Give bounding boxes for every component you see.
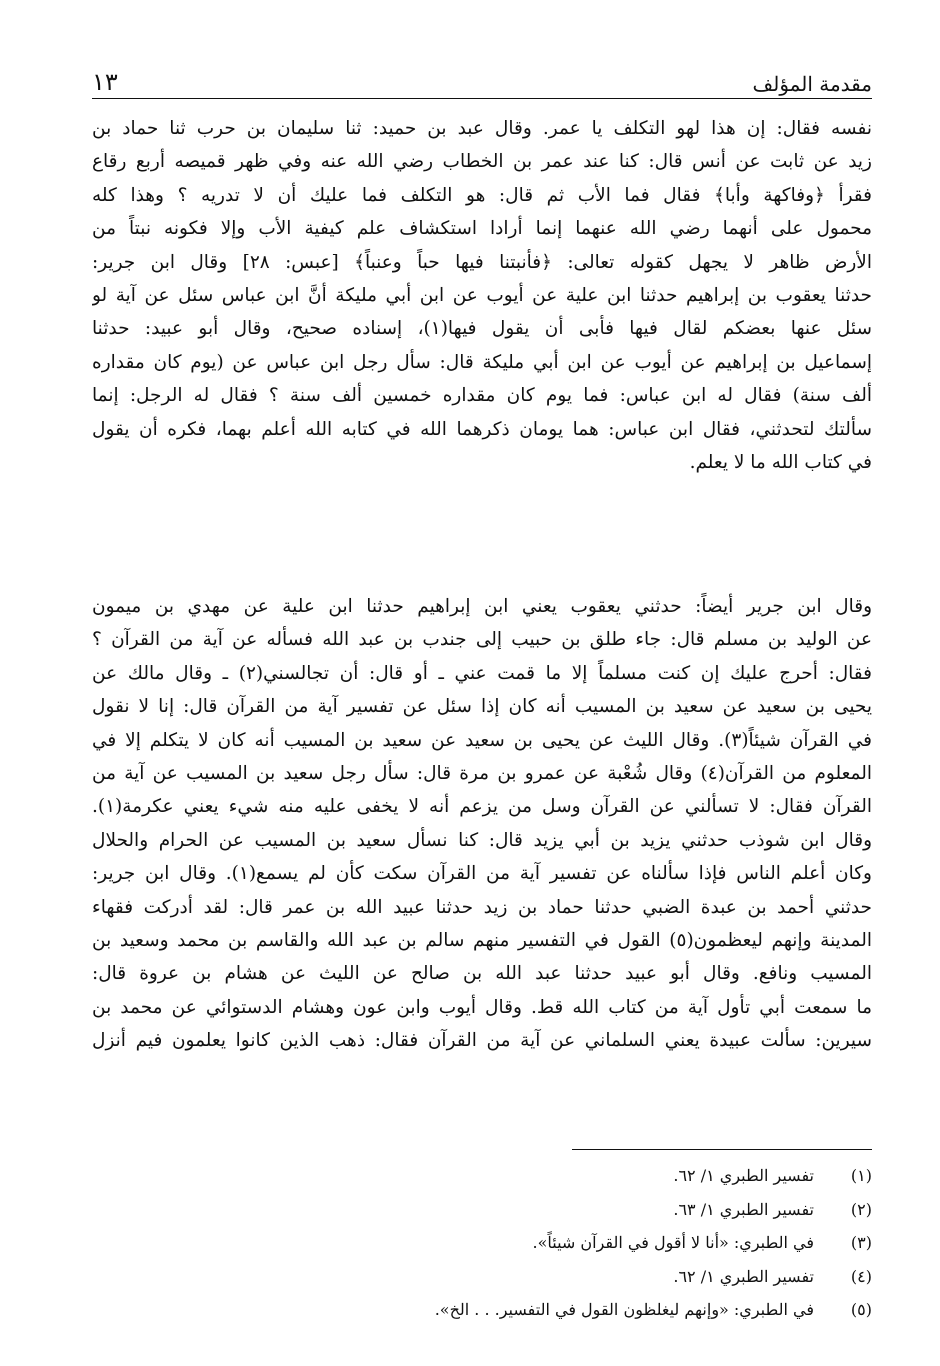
text-line: في كتاب الله ما لا يعلم. [689, 452, 872, 474]
paragraph-2 [92, 590, 872, 1058]
footnote-number: (١) [850, 1166, 872, 1185]
text-line: ما سمعت أبي تأول آية من كتاب الله قط. وقال أيوب وابن عون وهشام الدستوائي عن محمد بن [92, 996, 872, 1018]
footnote [150, 1233, 872, 1267]
text-line: فقال: أحرج عليك إن كنت مسلماً إلا ما قمت عني ـ أو قال: أن تجالسني(٢) ـ وقال مالك عن [92, 662, 872, 684]
footnote-text: تفسير الطبري ١/ ٦٢. [673, 1266, 814, 1286]
text-line: المعلوم من القرآن(٤) وقال شُعْبة عن عمرو بن مرة قال: سأل رجل سعيد بن المسيب عن آية من [92, 763, 872, 785]
page-number: ١٣ [92, 68, 118, 96]
footnote-number: (٣) [850, 1233, 872, 1252]
text-line: سيرين: سألت عبيدة يعني السلماني عن آية من القرآن فقال: ذهب الذين كانوا يعلمون فيم أنزل [92, 1030, 872, 1052]
footnote-text: تفسير الطبري ١/ ٦٢. [673, 1166, 814, 1185]
text-line: حدثنا يعقوب بن إبراهيم حدثنا ابن علية عن أيوب عن ابن أبي مليكة أنَّ ابن عباس سئل عن آية لو [92, 285, 872, 307]
text-line: محمول على أنهما رضي الله عنهما إنما أرادا استكشاف علم كيفية الأب وإلا فكونه نبتاً من [92, 218, 872, 240]
text-line: المسيب ونافع. وقال أبو عبيد حدثنا عبد الله بن صالح عن الليث عن هشام بن عروة قال: [92, 963, 872, 985]
footnote-divider [572, 1149, 872, 1150]
text-line: ألف سنة) فقال له ابن عباس: فما يوم كان مقداره خمسين ألف سنة ؟ فقال له الرجل: إنما [92, 385, 872, 407]
text-line: فقرأ ﴿وفاكهة وأبا﴾ فقال فما الأب ثم قال: هو التكلف فما عليك أن لا تدريه ؟ وهذا كله [92, 184, 872, 206]
text-line: وقال ابن جرير أيضاً: حدثني يعقوب يعني ابن إبراهيم حدثنا ابن علية عن مهدي بن ميمون [92, 596, 872, 617]
text-line: يحيى بن سعيد عن سعيد بن المسيب أنه كان إذا سئل عن تفسير آية من القرآن قال: إنا لا نقول [92, 696, 872, 718]
chapter-title: مقدمة المؤلف [752, 72, 872, 96]
text-line: زيد عن ثابت عن أنس قال: كنا عند عمر بن الخطاب رضي الله عنه وفي ظهر قميصه أربع رقاع [92, 151, 872, 173]
footnote [150, 1267, 872, 1301]
text-line: حدثني أحمد بن عبدة الضبي حدثنا حماد بن زيد حدثنا عبيد الله بن عمر قال: لقد أدركت فقهاء [92, 896, 872, 918]
footnote [150, 1200, 872, 1234]
text-line: وقال ابن شوذب حدثني يزيد بن أبي يزيد قال: كنا نسأل سعيد بن المسيب عن الحرام والحلال [92, 829, 872, 851]
footnote [150, 1166, 872, 1200]
text-line: سألتك لتحدثني، فقال ابن عباس: هما يومان ذكرهما الله في كتابه الله أعلم بهما، فكره أن يقول [92, 418, 872, 440]
text-line: نفسه فقال: إن هذا لهو التكلف يا عمر. وقال عبد بن حميد: ثنا سليمان بن حرب ثنا حماد بن [92, 118, 872, 139]
paragraph-1 [92, 112, 872, 479]
text-line: سئل عنها بعضكم لقال فيها فأبى أن يقول فيها(١)، إسناده صحيح، وقال أبو عبيد: حدثنا [92, 318, 872, 340]
footnote-number: (٢) [850, 1199, 872, 1219]
text-line: في القرآن شيئاً(٣). وقال الليث عن يحيى بن سعيد عن سعيد بن المسيب أنه كان لا يتكلم إلا في [92, 729, 872, 751]
text-line: الأرض ظاهر لا يجهل كقوله تعالى: ﴿فأنبتنا فيها حباً وعنباً﴾ [عبس: ٢٨] وقال ابن جرير: [92, 251, 872, 273]
footnote-number: (٤) [850, 1266, 872, 1286]
text-line: وكان أعلم الناس فإذا سألناه عن تفسير آية من القرآن سكت كأن لم يسمع(١). وقال ابن جرير: [92, 863, 872, 885]
footnote-text: في الطبري: «وإنهم ليغلظون القول في التفسير. . . الخ». [434, 1300, 814, 1319]
footnote [150, 1300, 872, 1334]
page-header [92, 62, 872, 99]
text-line: المدينة وإنهم ليعظمون(٥) القول في التفسير منهم سالم بن عبد الله والقاسم بن محمد وسعيد بن [92, 930, 872, 952]
text-line: إسماعيل بن إبراهيم عن أيوب عن ابن أبي مليكة قال: سأل رجل ابن عباس عن (يوم كان مقداره [92, 351, 872, 373]
footnote-number: (٥) [850, 1300, 872, 1319]
footnotes [150, 1166, 872, 1334]
footnote-text: في الطبري: «أنا لا أقول في القرآن شيئاً». [532, 1233, 814, 1252]
footnote-text: تفسير الطبري ١/ ٦٣. [673, 1199, 814, 1219]
text-line: القرآن فقال: لا تسألني عن القرآن وسل من يزعم أنه لا يخفى عليه منه شيء يعني عكرمة(١). [92, 796, 872, 818]
text-line: عن الوليد بن مسلم قال: جاء طلق بن حبيب إلى جندب بن عبد الله فسأله عن آية من القرآن ؟ [92, 629, 872, 651]
